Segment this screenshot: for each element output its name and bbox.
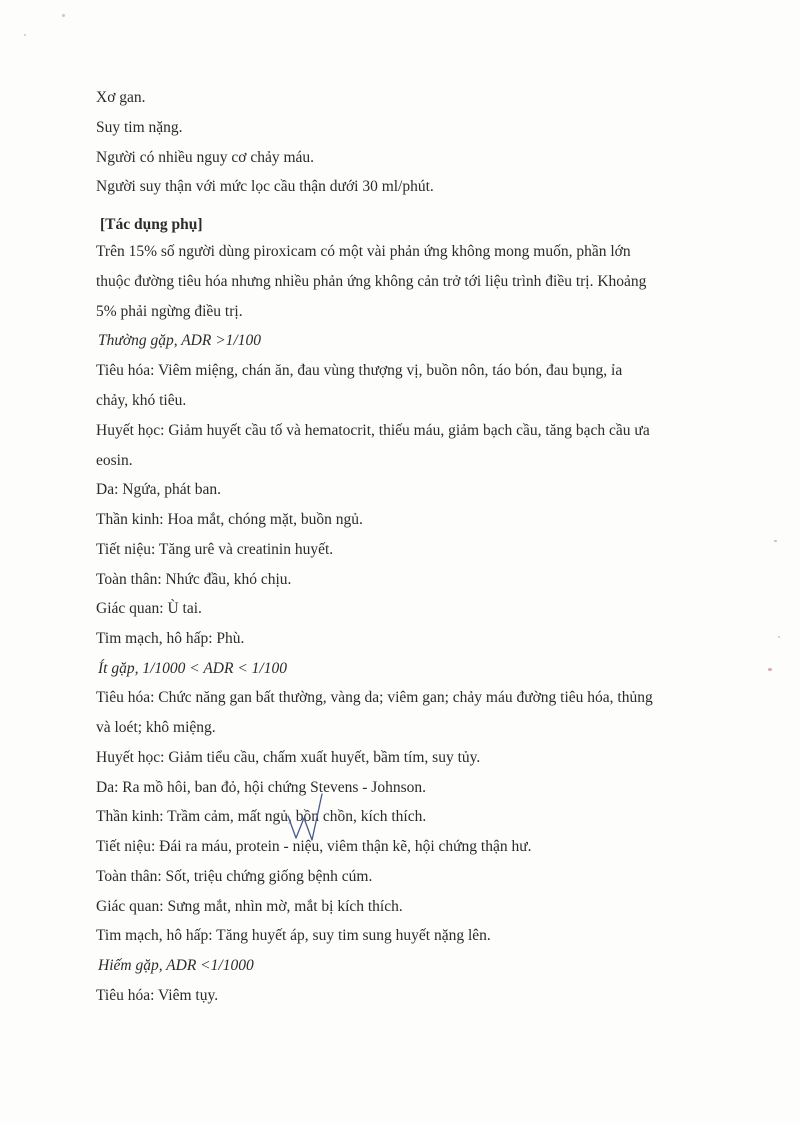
scan-speck (62, 14, 65, 17)
text-line: Giác quan: Ù tai. (96, 600, 202, 617)
subsection-heading: Ít gặp, 1/1000 < ADR < 1/100 (98, 660, 287, 677)
text-line: 5% phải ngừng điều trị. (96, 303, 243, 320)
text-line: Tiêu hóa: Viêm tụy. (96, 987, 219, 1004)
text-line: Da: Ra mồ hôi, ban đỏ, hội chứng Stevens - Johnson. (96, 779, 426, 796)
scan-speck (778, 636, 780, 638)
text-line: Tiêu hóa: Chức năng gan bất thường, vàng da; viêm gan; chảy máu đường tiêu hóa, thủng (96, 689, 653, 706)
text-line: thuộc đường tiêu hóa nhưng nhiều phản ứng không cản trở tới liệu trình điều trị. Khoảng (96, 273, 647, 290)
text-line: Thần kinh: Trầm cảm, mất ngủ, bồn chồn, kích thích. (96, 808, 427, 825)
text-line: Tim mạch, hô hấp: Phù. (96, 630, 245, 647)
text-line: Huyết học: Giảm huyết cầu tố và hematocrit, thiếu máu, giảm bạch cầu, tăng bạch cầu ưa (96, 422, 650, 439)
text-line: Thần kinh: Hoa mắt, chóng mặt, buồn ngủ. (96, 511, 363, 528)
text-line: Người suy thận với mức lọc cầu thận dưới 30 ml/phút. (96, 178, 434, 195)
text-line: Suy tim nặng. (96, 119, 183, 136)
text-line: eosin. (96, 452, 133, 469)
scan-speck (774, 540, 777, 542)
text-line: Toàn thân: Sốt, triệu chứng giống bệnh cúm. (96, 868, 373, 885)
text-line: Tim mạch, hô hấp: Tăng huyết áp, suy tim sung huyết nặng lên. (96, 927, 491, 944)
text-line: Tiết niệu: Tăng urê và creatinin huyết. (96, 541, 334, 558)
text-line: Toàn thân: Nhức đầu, khó chịu. (96, 571, 292, 588)
text-line: Tiêu hóa: Viêm miệng, chán ăn, đau vùng thượng vị, buồn nôn, táo bón, đau bụng, ỉa (96, 362, 623, 379)
text-line: Xơ gan. (96, 89, 146, 106)
text-line: Da: Ngứa, phát ban. (96, 481, 222, 498)
handwritten-mark (282, 788, 342, 848)
text-line: Người có nhiều nguy cơ chảy máu. (96, 149, 315, 166)
text-line: và loét; khô miệng. (96, 719, 216, 736)
subsection-heading: Hiếm gặp, ADR <1/1000 (98, 957, 254, 974)
text-line: Huyết học: Giảm tiểu cầu, chấm xuất huyết, bầm tím, suy tủy. (96, 749, 481, 766)
scan-speck (24, 34, 26, 36)
text-line: Tiết niệu: Đái ra máu, protein - niệu, viêm thận kẽ, hội chứng thận hư. (96, 838, 532, 855)
text-line: Giác quan: Sưng mắt, nhìn mờ, mắt bị kích thích. (96, 898, 403, 915)
text-line: Trên 15% số người dùng piroxicam có một vài phản ứng không mong muốn, phần lớn (96, 243, 631, 260)
section-heading: [Tác dụng phụ] (100, 216, 203, 233)
scan-speck (768, 668, 772, 671)
subsection-heading: Thường gặp, ADR >1/100 (98, 332, 261, 349)
text-line: chảy, khó tiêu. (96, 392, 187, 409)
